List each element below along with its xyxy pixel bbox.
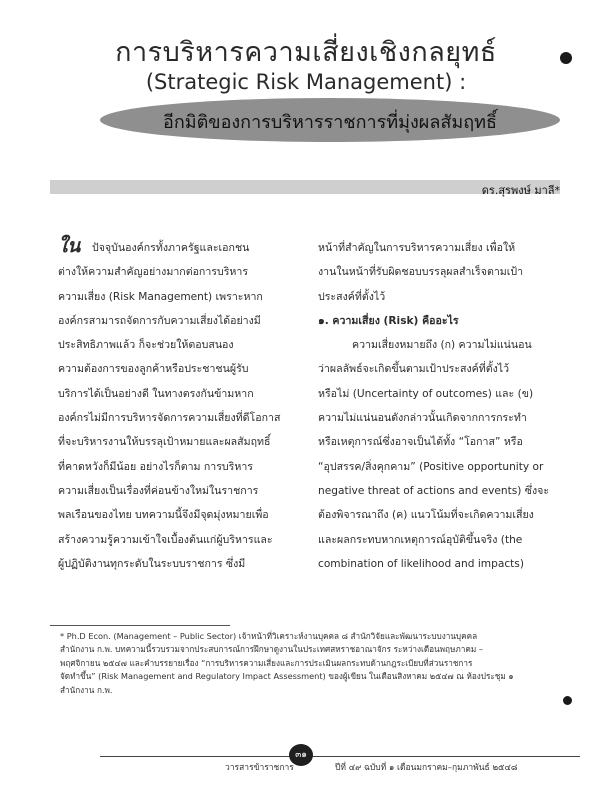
paragraph-line: หน้าที่สำคัญในการบริหารความเสี่ยง เพื่อให้: [318, 242, 516, 254]
footnote-line: จัดทำขึ้น” (Risk Management and Regulatory Impact Assessment) ของผู้เขียน ในเดือนสิงหาคม ๒๕๔๗ ณ ห้องประชุม ๑: [60, 671, 514, 682]
paragraph-line: องค์กรสามารถจัดการกับความเสี่ยงได้อย่างมี: [58, 314, 261, 327]
punch-hole-top: [560, 52, 572, 64]
paragraph-line: ต้องพิจารณาถึง (ค) แนวโน้มที่จะเกิดความเสี่ยง: [318, 509, 534, 522]
paragraph-line: ประสงค์ที่ตั้งไว้: [318, 290, 386, 303]
paragraph-line: สร้างความรู้ความเข้าใจเบื้องต้นแก่ผู้บริหารและ: [58, 533, 273, 546]
paragraph-line: combination of likelihood and impacts): [318, 557, 524, 570]
footnote: [60, 630, 560, 697]
footnote-line: สำนักงาน ก.พ. บทความนี้รวบรวมจากประสบการณ์การฝึกษาดูงานในประเทศสหราชอาณาจักร ระหว่างเดือนพฤษภาคม –: [60, 644, 483, 655]
paragraph-line: และผลกระทบหากเหตุการณ์อุบัติขึ้นจริง (the: [318, 533, 523, 546]
section-heading: ๑. ความเสี่ยง (Risk) คืออะไร: [318, 314, 459, 327]
paragraph-line: หรือไม่ (Uncertainty of outcomes) และ (ข): [318, 387, 534, 400]
paragraph-line: ที่คาดหวังก็มีน้อย อย่างไรก็ตาม การบริหาร: [58, 460, 253, 473]
paragraph-line: ความเสี่ยงเป็นเรื่องที่ค่อนข้างใหม่ในราชการ: [58, 484, 259, 497]
paragraph-line: ต่างให้ความสำคัญอย่างมากต่อการบริหาร: [58, 266, 249, 279]
footnote-line: พฤศจิกายน ๒๕๔๗ และคำบรรยายเรื่อง “การบริหารความเสี่ยงและการประเมินผลกระทบด้านกฎระเบียบที่ส่วนราชการ: [60, 657, 473, 668]
drop-cap: ใน: [58, 235, 81, 257]
article-title: การบริหารความเสี่ยงเชิงกลยุทธ์: [115, 37, 497, 68]
paragraph-line: negative threat of actions and events) ซึ่งจะ: [318, 484, 550, 497]
footnote-line: * Ph.D Econ. (Management – Public Sector) เจ้าหน้าที่วิเคราะห์งานบุคคล ๘ สำนักวิจัยและพัฒนาระบบงานบุคคล: [60, 631, 478, 641]
paragraph-line: ว่าผลลัพธ์จะเกิดขึ้นตามเป้าประสงค์ที่ตั้งไว้: [318, 363, 510, 376]
issue-info: ปีที่ ๔๙ ฉบับที่ ๑ เดือนมกราคม–กุมภาพันธ์ ๒๕๔๘: [335, 763, 518, 773]
paragraph-line: ที่จะบริหารงานให้บรรลุเป้าหมายและผลสัมฤทธิ์: [58, 436, 271, 449]
author-name: ดร.สุรพงษ์ มาลี*: [481, 184, 560, 197]
paragraph-line: ใน ปัจจุบันองค์กรทั้งภาครัฐและเอกชน: [58, 235, 250, 257]
paragraph-line: องค์กรไม่มีการบริหารจัดการความเสี่ยงที่ดีโอกาส: [58, 412, 281, 425]
paragraph-line: พลเรือนของไทย บทความนี้จึงมีจุดมุ่งหมายเพื่อ: [58, 509, 269, 522]
paragraph-line: ความเสี่ยงหมายถึง (ก) ความไม่แน่นอน: [352, 339, 532, 352]
footer-rule: [100, 756, 580, 757]
left-column: [58, 236, 298, 576]
paragraph-line: ความเสี่ยง (Risk Management) เพราะหาก: [58, 290, 263, 303]
journal-name: วารสารข้าราชการ: [225, 763, 294, 773]
footnote-line: สำนักงาน ก.พ.: [60, 684, 113, 695]
paragraph-line: “อุปสรรค/สิ่งคุกคาม” (Positive opportunity or: [318, 460, 544, 473]
punch-hole-bottom: [563, 696, 572, 705]
article-title-english: (Strategic Risk Management) :: [145, 70, 467, 94]
paragraph-line: งานในหน้าที่รับผิดชอบบรรลุผลสำเร็จตามเป้า: [318, 266, 524, 279]
page-number: ๓๑: [289, 744, 313, 766]
paragraph-line: บริการได้เป็นอย่างดี ในทางตรงกันข้ามหาก: [58, 387, 254, 400]
paragraph-line: หรือเหตุการณ์ซึ่งอาจเป็นได้ทั้ง “โอกาส” หรือ: [318, 436, 523, 449]
paragraph-line: ความต้องการของลูกค้าหรือประชาชนผู้รับ: [58, 363, 249, 376]
paragraph-line: ผู้ปฏิบัติงานทุกระดับในระบบราชการ ซึ่งมี: [58, 557, 246, 570]
footnote-divider: [50, 625, 230, 626]
paragraph-line: ประสิทธิภาพแล้ว ก็จะช่วยให้ตอบสนอง: [58, 339, 234, 352]
paragraph-line: ความไม่แน่นอนดังกล่าวนั้นเกิดจากการกระทำ: [318, 412, 527, 425]
article-subtitle: อีกมิติของการบริหารราชการที่มุ่งผลสัมฤทธิ์: [163, 112, 497, 133]
right-column: [318, 236, 558, 576]
